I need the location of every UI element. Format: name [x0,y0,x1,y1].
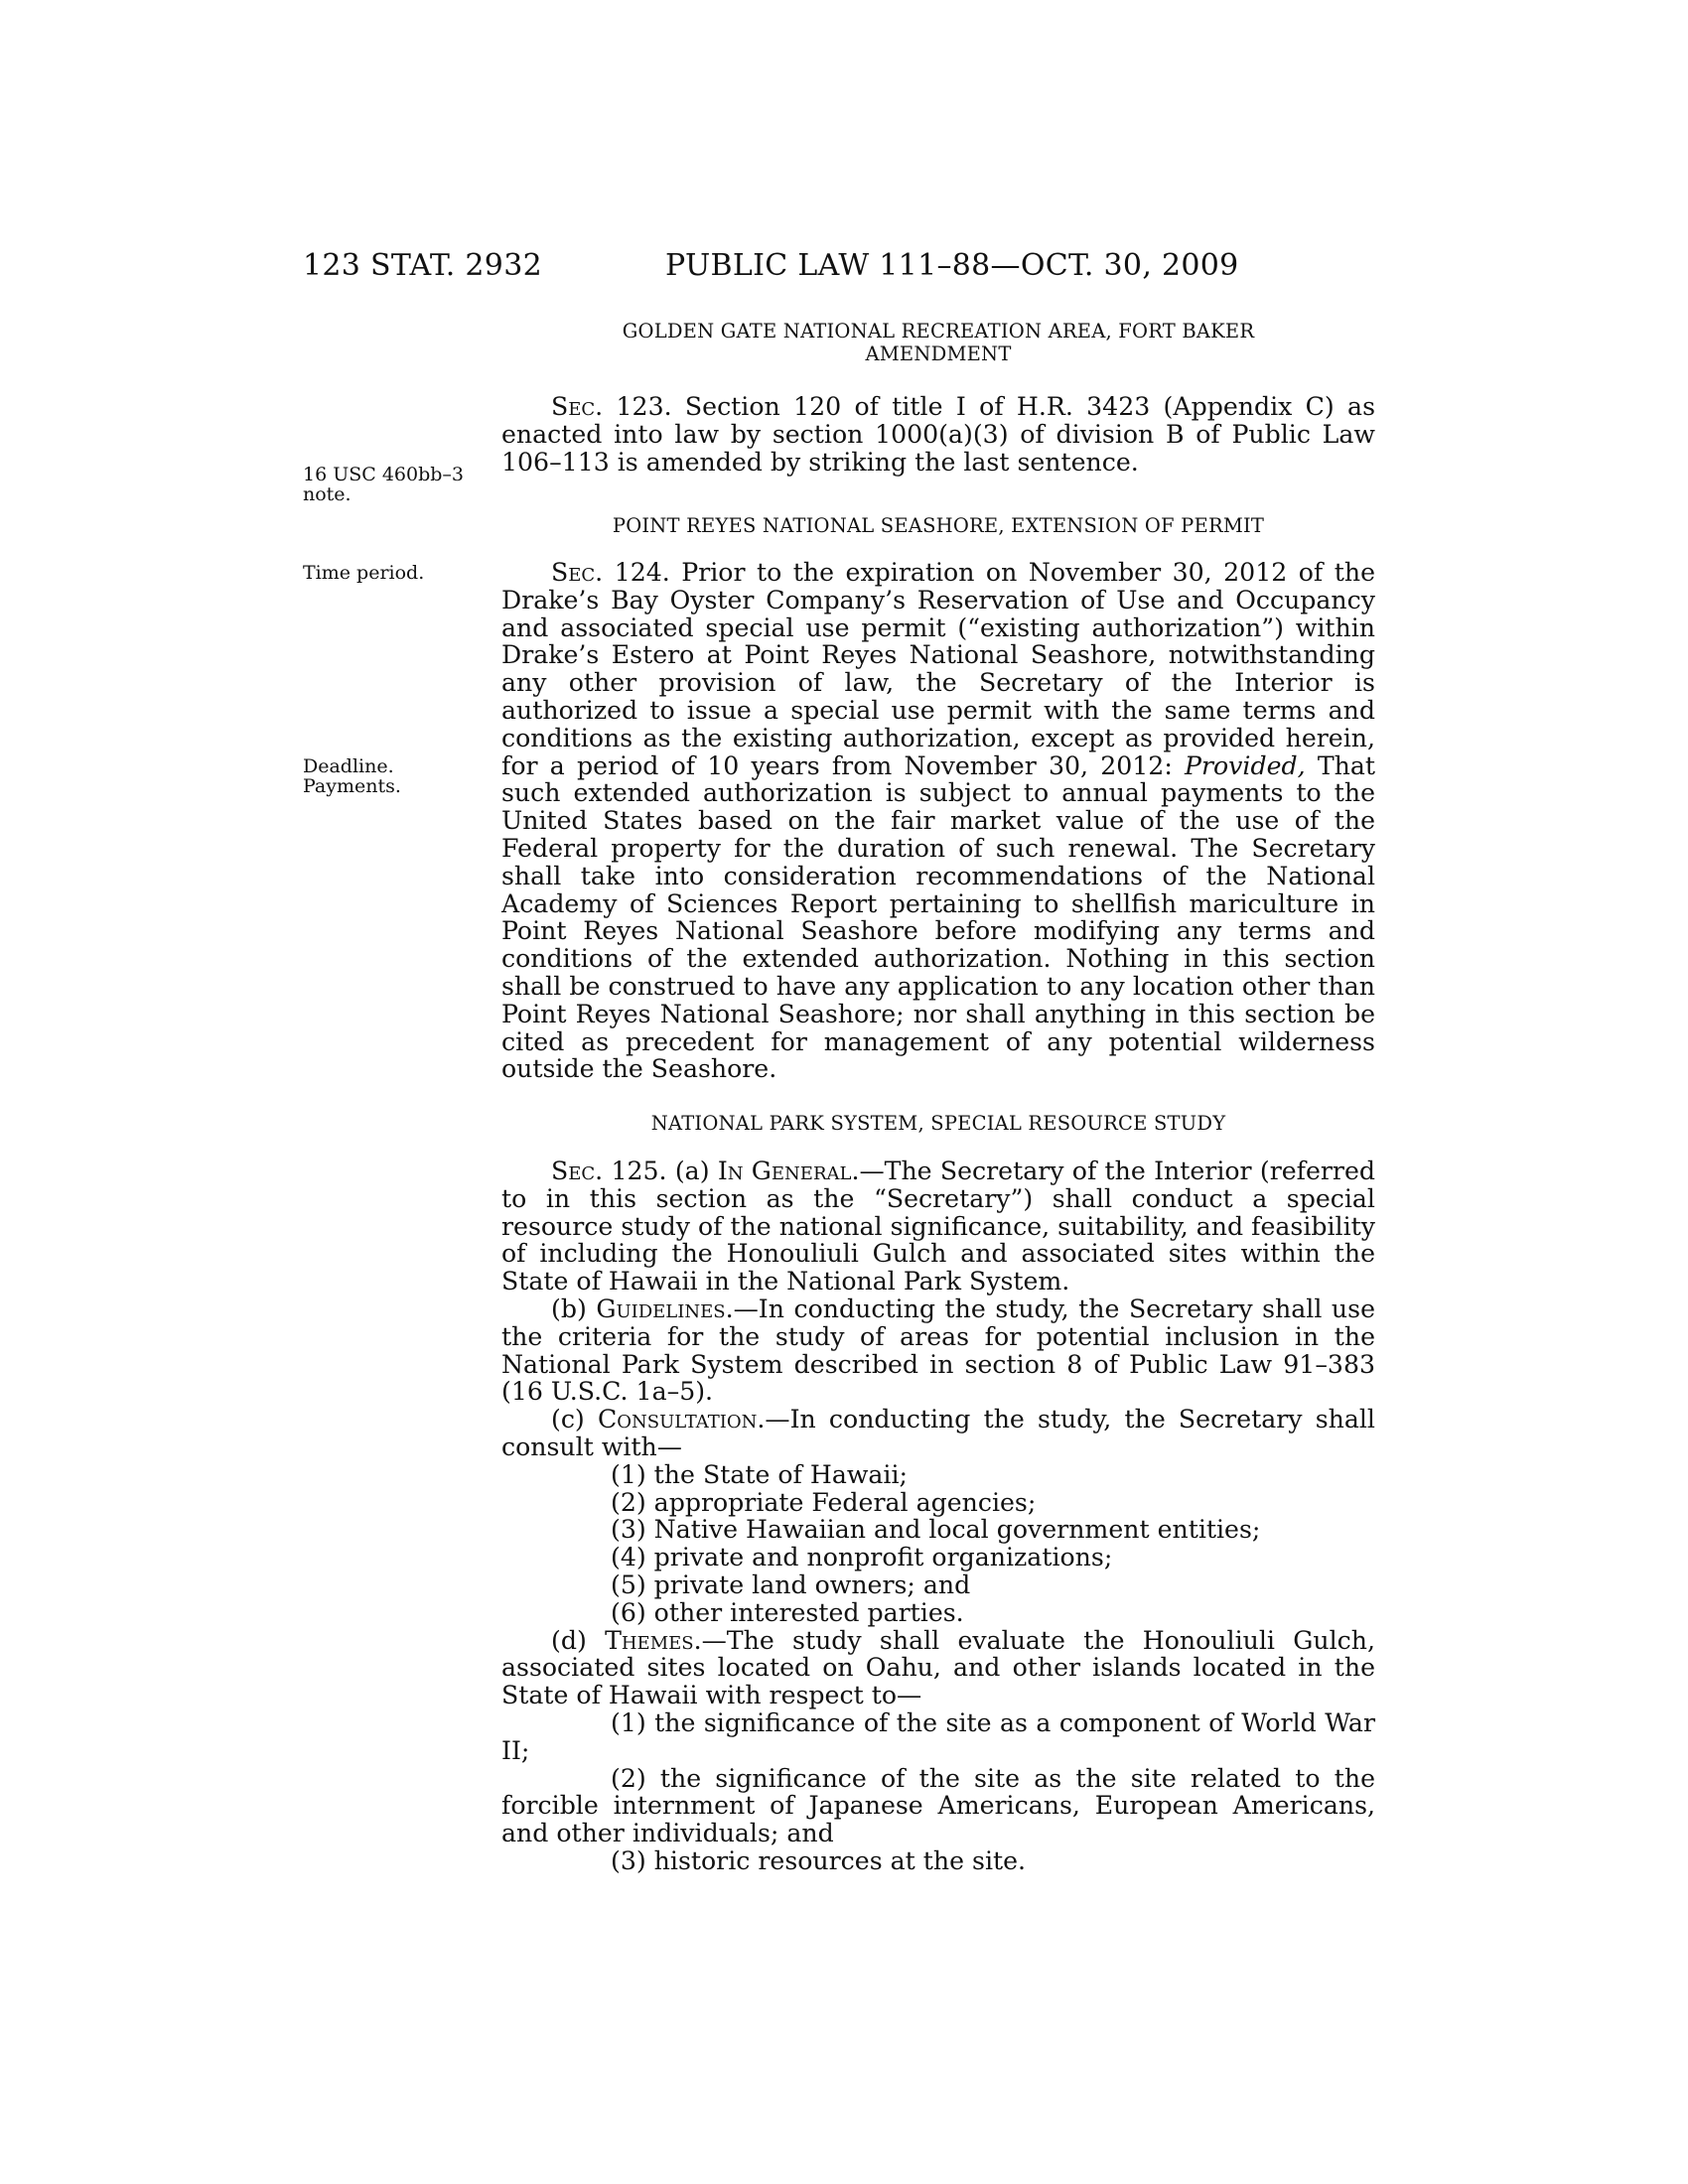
list-item: (1) the State of Hawaii; [611,1459,909,1489]
sec-125-c-text: .—In conducting the study, the Secretary shall consult with— [501,1405,1375,1461]
sec-125-b-text: .—In conducting the study, the Secretary shall use the criteria for the study of areas for potential inclusion in the National Park System described in section 8 of Public Law 91–383 (16 U.S.C. 1a–5). [501,1294,1375,1407]
sec-123-heading-line1: GOLDEN GATE NATIONAL RECREATION AREA, FORT BAKER [622,320,1255,342]
margin-note-usc-line1: 16 USC 460bb–3 [303,464,465,485]
sec-123-paragraph [501,393,1375,476]
list-item: (3) Native Hawaiian and local government entities; [611,1515,1261,1545]
sec-125-d [501,1627,1375,1709]
sec-123-label: Sec. [551,392,604,421]
sec-124-provided: Provided, [1185,751,1306,780]
sec-123-heading [501,320,1375,365]
sec-125-d-caption: Themes [605,1625,694,1655]
list-item: (2) the significance of the site as the site related to the forcible internment of Japanese Americans, European Americans, and other individuals; and [501,1763,1375,1848]
sec-124-heading: POINT REYES NATIONAL SEASHORE, EXTENSION OF PERMIT [612,514,1265,537]
sec-125-b [501,1296,1375,1406]
sec-125-d-text: .—The study shall evaluate the Honouliuli Gulch, associated sites located on Oahu, and other islands located in the State of Hawaii with respect to— [501,1625,1375,1710]
sec-125-d-prefix: (d) [551,1625,606,1655]
sec-125-c-prefix: (c) [551,1405,598,1434]
sec-125-a-caption: In General [717,1157,852,1185]
sec-124-label: Sec. [551,558,604,587]
margin-note-payments: Payments. [303,775,401,797]
sec-124-body [501,559,1375,1083]
list-item: (6) other interested parties. [611,1597,964,1627]
margin-note-usc-line2: note. [303,483,352,505]
sec-124-text-before: 124. Prior to the expiration on November 30, 2012 of the Drake’s Bay Oyster Company’s Reservation of Use and Occupancy and associated special use permit (“existing authorization”) within Drake’s Estero at Point Reyes National Seashore, notwithstanding any other provision of law, the Secretary of the Interior is authorized to issue a special use permit with the same terms and conditions as the existing authorization, except as provided herein, for a period of 10 years from November 30, 2012: [501,558,1375,780]
sec-123-body [501,393,1375,476]
margin-note-time-period [303,563,482,583]
sec-123-heading-line2: AMENDMENT [865,342,1012,365]
list-item: (2) appropriate Federal agencies; [611,1487,1037,1517]
sec-125-a-text: .—The Secretary of the Interior (referred to in this section as the “Secretary”) shall conduct a special resource study of the national significance, suitability, and feasibility of including the Honouliuli Gulch and associated sites within the State of Hawaii in the National Park System. [501,1157,1376,1297]
sec-124-text-after: That such extended authorization is subject to annual payments to the United States based on the fair market value of the use of the Federal property for the duration of such renewal. The Secretary shall take into consideration recommendations of the National Academy of Sciences Report pertaining to shellfish mariculture in Point Reyes National Seashore before modifying any terms and conditions of the extended authorization. Nothing in this section shall be construed to have any application to any location other than Point Reyes National Seashore; nor shall anything in this section be cited as precedent for management of any potential wilderness outside the Seashore. [501,751,1375,1084]
sec-125-a-prefix: 125. (a) [611,1157,718,1185]
sec-125-c [501,1406,1375,1461]
list-item: (4) private and nonprofit organizations; [611,1543,1113,1572]
sec-123-text: 123. Section 120 of title I of H.R. 3423 (Appendix C) as enacted into law by section 1000(a)(3) of division B of Public Law 106–113 is amended by striking the last sentence. [501,392,1375,477]
sec-124-paragraph [501,559,1375,1083]
public-law-title: PUBLIC LAW 111–88—OCT. 30, 2009 [665,248,1239,283]
sec-125-heading: NATIONAL PARK SYSTEM, SPECIAL RESOURCE STUDY [650,1112,1226,1135]
running-head [0,248,1688,288]
stat-page-number: 123 STAT. 2932 [303,248,542,283]
sec-125-body [501,1158,1375,1875]
list-item: (3) historic resources at the site. [611,1845,1027,1875]
sec-125-c-caption: Consultation [597,1405,758,1434]
margin-note-usc [303,465,482,504]
margin-note-deadline: Deadline. [303,755,394,777]
margin-note-time-period-text: Time period. [303,562,425,584]
sec-125-b-caption: Guidelines [596,1294,726,1323]
list-item: (1) the significance of the site as a component of World War II; [501,1707,1375,1765]
list-item: (5) private land owners; and [611,1570,971,1599]
sec-125-a [501,1158,1375,1296]
margin-note-deadline-payments [303,756,482,796]
sec-125-b-prefix: (b) [551,1294,597,1323]
sec-125-label: Sec. [551,1157,604,1185]
